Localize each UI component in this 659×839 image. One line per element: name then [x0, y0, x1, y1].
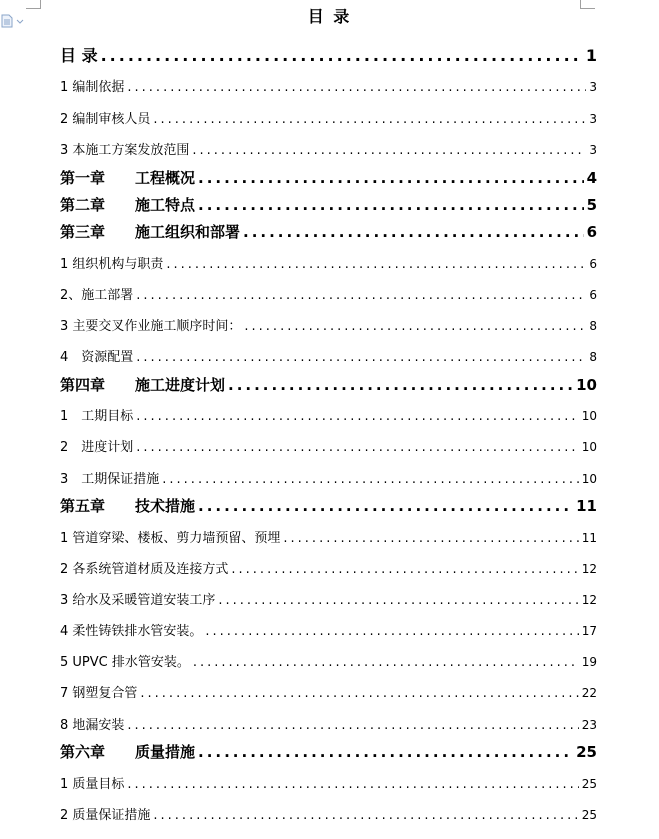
page-title: 目 录 — [307, 7, 352, 26]
toc-entry-label: 4 柔性铸铁排水管安装。 — [60, 624, 203, 639]
toc-leader-dots — [127, 716, 578, 736]
toc-entry-schedule-goal[interactable] — [60, 406, 597, 426]
toc-chapter-4[interactable] — [60, 374, 597, 396]
toc-leader-dots — [153, 110, 586, 130]
toc-entry-water-heating[interactable] — [60, 590, 597, 610]
toc-entry-resources[interactable] — [60, 347, 597, 367]
toc-entry-label: 第三章 施工组织和部署 — [60, 223, 241, 241]
toc-entry-label: 2 进度计划 — [60, 440, 134, 455]
toc-entry-steel-plastic[interactable] — [60, 683, 597, 703]
toc-entry-page: 25 — [581, 777, 597, 791]
toc-entry-page: 22 — [581, 686, 597, 700]
toc-leader-dots — [136, 286, 586, 306]
toc-entry-page: 3 — [589, 112, 597, 126]
toc-leader-dots — [162, 470, 578, 490]
toc-entry-pipe-materials[interactable] — [60, 559, 597, 579]
toc-entry-deployment[interactable] — [60, 285, 597, 305]
toc-leader-dots — [166, 255, 586, 275]
toc-entry-label: 8 地漏安装 — [60, 718, 125, 733]
toc-chapter-6[interactable] — [60, 741, 597, 763]
toc-leader-dots — [198, 495, 573, 517]
toc-entry-page: 10 — [581, 472, 597, 486]
toc-entry-label: 1 管道穿梁、楼板、剪力墙预留、预埋 — [60, 531, 281, 546]
toc-entry-label: 第四章 施工进度计划 — [60, 376, 226, 394]
toc-entry-label: 第二章 施工特点 — [60, 196, 196, 214]
toc-leader-dots — [192, 141, 586, 161]
toc-entry-quality-goal[interactable] — [60, 774, 597, 794]
toc-entry-label: 2 质量保证措施 — [60, 808, 151, 823]
toc-leader-dots — [153, 806, 578, 826]
toc-entry-floor-drain[interactable] — [60, 715, 597, 735]
toc-entry-contents[interactable] — [60, 45, 597, 67]
toc-entry-cross-work[interactable] — [60, 316, 597, 336]
toc-entry-label: 1 质量目标 — [60, 777, 125, 792]
toc-entry-page: 17 — [581, 624, 597, 638]
toc-entry-pipe-embedding[interactable] — [60, 528, 597, 548]
toc-entry-page: 6 — [589, 288, 597, 302]
toc-entry-label: 2 各系统管道材质及连接方式 — [60, 562, 229, 577]
toc-entry-schedule-guarantee[interactable] — [60, 469, 597, 489]
toc-entry-page: 25 — [576, 743, 597, 761]
toc-entry-label: 4 资源配置 — [60, 350, 134, 365]
toc-leader-dots — [198, 167, 584, 189]
toc-leader-dots — [243, 221, 584, 243]
toc-entry-upvc[interactable] — [60, 652, 597, 672]
toc-entry-label: 3 工期保证措施 — [60, 472, 160, 487]
toc-entry-page: 10 — [576, 376, 597, 394]
toc-leader-dots — [205, 622, 578, 642]
toc-entry-label: 第一章 工程概况 — [60, 169, 196, 187]
toc-entry-page: 11 — [581, 531, 597, 545]
toc-entry-page: 8 — [589, 350, 597, 364]
toc-entry-label: 目 录 — [60, 46, 98, 65]
toc-entry-label: 第五章 技术措施 — [60, 497, 196, 515]
toc-entry-page: 3 — [589, 80, 597, 94]
toc-entry-page: 19 — [581, 655, 597, 669]
toc-entry-distribution[interactable] — [60, 140, 597, 160]
toc-entry-label: 第六章 质量措施 — [60, 743, 196, 761]
toc-entry-page: 5 — [586, 196, 597, 214]
toc-leader-dots — [136, 438, 578, 458]
toc-chapter-1[interactable] — [60, 167, 597, 189]
toc-entry-label: 1 组织机构与职责 — [60, 257, 164, 272]
toc-entry-page: 6 — [586, 223, 597, 241]
toc-entry-page: 1 — [585, 46, 597, 65]
toc-entry-label: 5 UPVC 排水管安装。 — [60, 655, 190, 670]
toc-entry-label: 1 工期目标 — [60, 409, 134, 424]
toc-leader-dots — [136, 407, 578, 427]
toc-leader-dots — [140, 684, 578, 704]
toc-entry-page: 23 — [581, 718, 597, 732]
toc-entry-quality-guarantee[interactable] — [60, 805, 597, 825]
toc-entry-label: 3 主要交叉作业施工顺序时间： — [60, 319, 242, 334]
toc-entry-page: 25 — [581, 808, 597, 822]
toc-entry-page: 10 — [581, 409, 597, 423]
toc-chapter-2[interactable] — [60, 194, 597, 216]
toc-entry-page: 6 — [589, 257, 597, 271]
toc-entry-schedule-plan[interactable] — [60, 437, 597, 457]
toc-leader-dots — [136, 348, 586, 368]
toc-chapter-5[interactable] — [60, 495, 597, 517]
toc-leader-dots — [244, 317, 586, 337]
toc-entry-page: 12 — [581, 593, 597, 607]
toc-entry-label: 2 编制审核人员 — [60, 112, 151, 127]
toc-entry-label: 3 给水及采暖管道安装工序 — [60, 593, 216, 608]
toc-entry-page: 3 — [589, 143, 597, 157]
toc-entry-page: 11 — [576, 497, 597, 515]
toc-leader-dots — [218, 591, 578, 611]
toc-leader-dots — [228, 374, 573, 396]
toc-entry-label: 3 本施工方案发放范围 — [60, 143, 190, 158]
toc-leader-dots — [198, 194, 584, 216]
toc-leader-dots — [231, 560, 578, 580]
toc-leader-dots — [193, 653, 579, 673]
toc-leader-dots — [127, 775, 578, 795]
toc-leader-dots — [127, 78, 586, 98]
toc-leader-dots — [198, 741, 573, 763]
toc-entry-page: 4 — [586, 169, 597, 187]
toc-entry-label: 7 钢塑复合管 — [60, 686, 138, 701]
toc-leader-dots — [283, 529, 578, 549]
toc-entry-basis[interactable] — [60, 77, 597, 97]
toc-entry-organization[interactable] — [60, 254, 597, 274]
toc-entry-page: 10 — [581, 440, 597, 454]
toc-chapter-3[interactable] — [60, 221, 597, 243]
toc-entry-page: 12 — [581, 562, 597, 576]
toc-leader-dots — [101, 45, 583, 67]
toc-entry-label: 2、施工部署 — [60, 288, 134, 303]
toc-entry-page: 8 — [589, 319, 597, 333]
toc-entry-label: 1 编制依据 — [60, 80, 125, 95]
toc-entry-reviewers[interactable] — [60, 109, 597, 129]
toc-entry-cast-iron[interactable] — [60, 621, 597, 641]
